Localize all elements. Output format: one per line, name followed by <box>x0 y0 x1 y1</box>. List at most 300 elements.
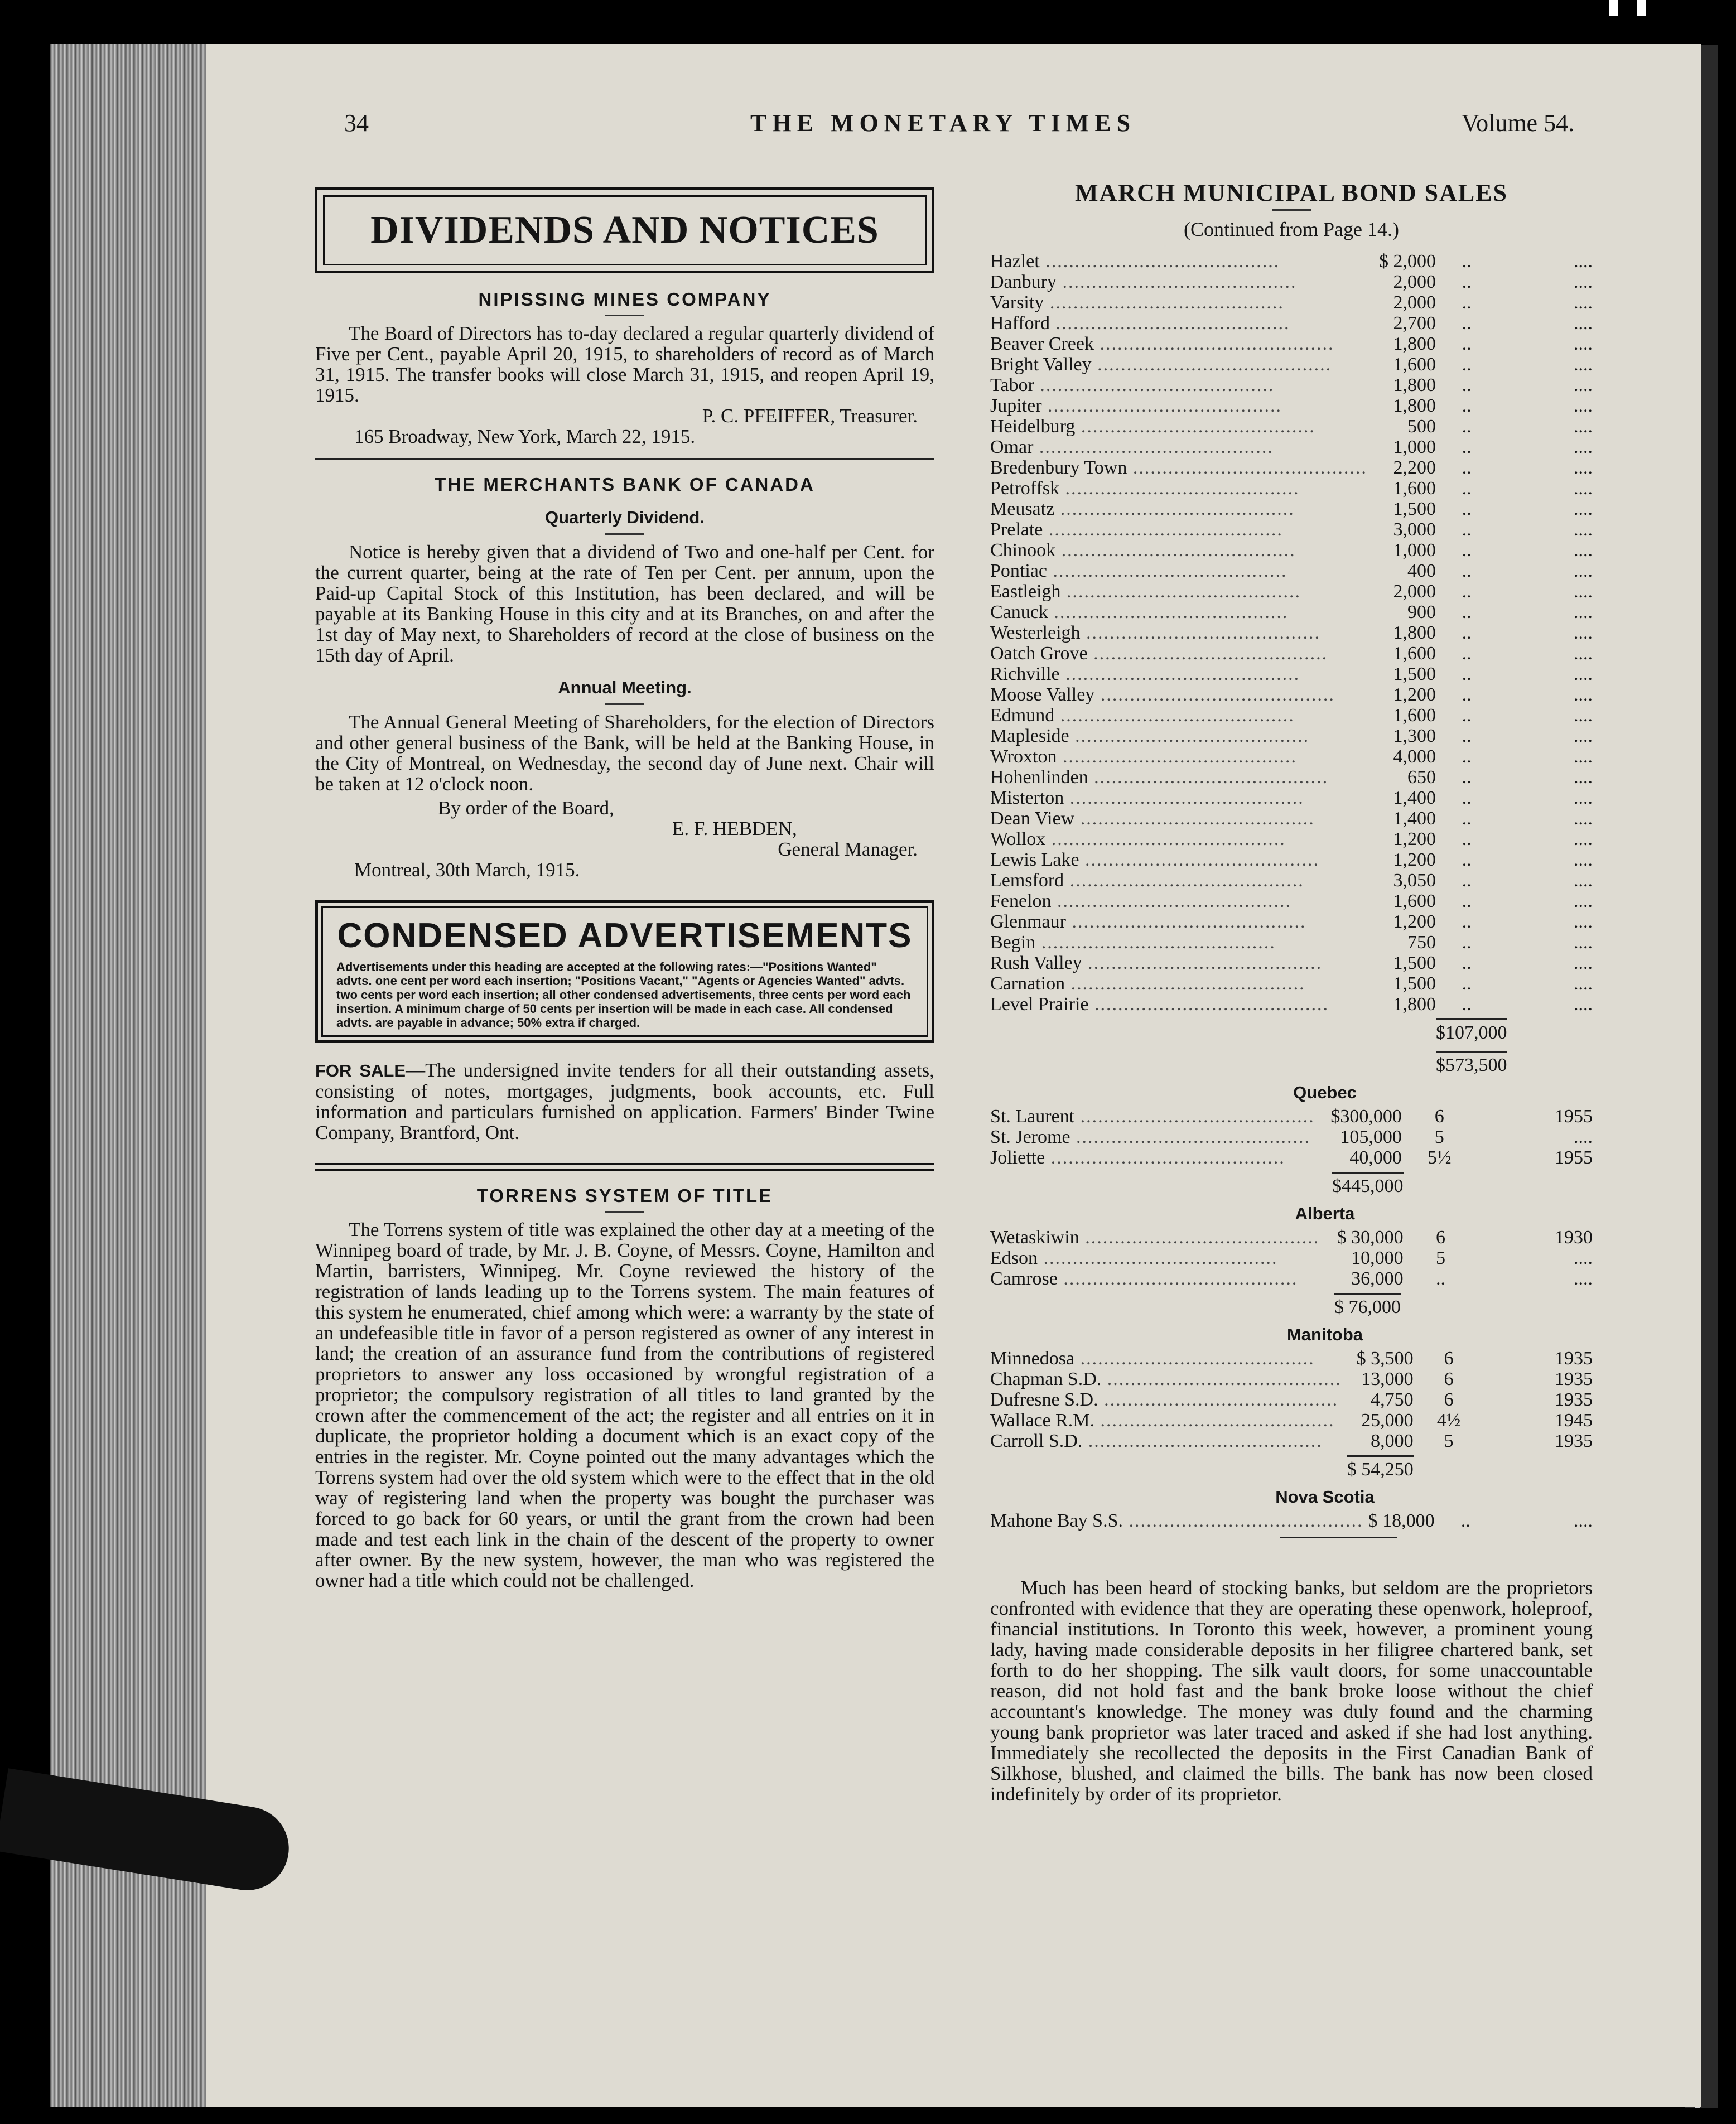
bond-maturity: .... <box>1574 953 1593 973</box>
bond-maturity: .... <box>1574 788 1593 808</box>
bond-rate: .. <box>1462 375 1472 395</box>
province-quebec: Quebec <box>1293 1083 1357 1102</box>
bond-row <box>990 808 1593 829</box>
saskatchewan-subtotal: $107,000 <box>1436 1018 1507 1043</box>
bond-amount: $300,000 <box>1330 1106 1402 1127</box>
torrens-body: The Torrens system of title was explained the other day at a meeting of the Winnipeg board of trade, by Mr. J. B. Coyne, of Messrs. Coyne, Hamilton and Martin, barristers, Winnipeg. Mr. Coyne reviewed the history of the registration of lands leading up to the Torrens system. The main features of this system he enumerated, chief among which were: a warranty by the state of an undefeasible title in favor of a person registered as owner of any interest in land; the creation of an assurance fund from the contributions of registered proprietors to answer any loss occasioned by wrongful registration of a proprietor; the compulsory registration of all titles to land granted by the crown after the commencement of the act; the register and all entries on it in duplicate, the proprietor holding a document which is an exact copy of the entries in the register. Mr. Coyne pointed out the many advantages which the Torrens system had over the old system which were to the effect that in the old way of registering land when the property was bought the purchaser was forced to go back for 60 years, or until the grant from the crown had been made and test each link in the chain of the descent of the property to owner after owner. By the new system, however, the man who was registered the owner had a title which could not be challenged. <box>315 1219 934 1591</box>
leader-dots: ........................................ <box>1033 437 1274 457</box>
bond-maturity: .... <box>1574 622 1593 643</box>
bond-row <box>990 334 1593 354</box>
bond-amount: 400 <box>1407 561 1436 581</box>
leader-dots: ........................................ <box>1088 767 1329 788</box>
bond-row <box>990 1369 1593 1389</box>
bond-rate: .. <box>1462 911 1472 932</box>
bond-amount: 900 <box>1407 602 1436 622</box>
bond-rate: .. <box>1462 684 1472 705</box>
right-column <box>990 178 1593 1804</box>
bond-municipality: Danbury <box>990 272 1057 292</box>
bond-municipality: Varsity <box>990 292 1044 313</box>
bond-row <box>990 602 1593 622</box>
bond-row <box>990 416 1593 437</box>
bond-municipality: Beaver Creek <box>990 334 1094 354</box>
bond-amount: 750 <box>1407 932 1436 953</box>
leader-dots: ........................................ <box>1075 416 1315 437</box>
bond-maturity: .... <box>1574 664 1593 684</box>
bond-row <box>990 478 1593 499</box>
bond-municipality: Wallace R.M. <box>990 1410 1095 1431</box>
leader-dots: ........................................ <box>1093 334 1334 354</box>
bond-municipality: Moose Valley <box>990 684 1095 705</box>
bond-municipality: Hazlet <box>990 251 1040 272</box>
bond-rate: .. <box>1462 994 1472 1015</box>
bond-municipality: Jupiter <box>990 395 1042 416</box>
bond-maturity: .... <box>1574 1268 1593 1289</box>
bond-maturity: 1935 <box>1555 1369 1593 1389</box>
bond-maturity: 1935 <box>1555 1348 1593 1369</box>
leader-dots: ........................................ <box>1074 808 1315 829</box>
bond-rate: .. <box>1462 499 1472 519</box>
bond-municipality: Petroffsk <box>990 478 1060 499</box>
leader-dots: ........................................ <box>1039 251 1280 272</box>
bond-rate: .. <box>1435 1268 1445 1289</box>
bond-amount: 1,600 <box>1393 643 1436 664</box>
leader-dots: ........................................ <box>1088 994 1329 1015</box>
section-rule <box>1280 1537 1397 1538</box>
bond-amount: 650 <box>1407 767 1436 788</box>
quebec-bond-table <box>990 1106 1593 1200</box>
bond-municipality: St. Jerome <box>990 1127 1070 1147</box>
bond-row <box>990 1227 1593 1248</box>
leader-dots: ........................................ <box>1044 292 1284 313</box>
bond-municipality: Bright Valley <box>990 354 1092 375</box>
quebec-total: $445,000 <box>1332 1172 1404 1196</box>
bond-amount: 8,000 <box>1371 1431 1414 1451</box>
alberta-total: $ 76,000 <box>1334 1293 1401 1317</box>
bond-amount: 1,400 <box>1393 788 1436 808</box>
bond-rate: .. <box>1462 292 1472 313</box>
bond-rate: .. <box>1462 313 1472 334</box>
bond-row <box>990 251 1593 272</box>
leader-dots: ........................................ <box>1043 519 1283 540</box>
bond-municipality: Wroxton <box>990 746 1057 767</box>
section-banner-title: DIVIDENDS AND NOTICES <box>323 195 927 266</box>
stocking-banks-body: Much has been heard of stocking banks, but seldom are the proprietors confronted with evidence that they are operating these openwork, holeproof, financial institutions. In Toronto this week, however, a prominent young lady, having made considerable deposits in her filigree chartered bank, set forth to do her shopping. The silk vault doors, for some unaccountable reason, did not hold fast and the bank broke loose without the chief accountant's knowledge. The money was duly found and the charming young bank proprietor was later traced and asked if she had lost anything. Immediately she recollected the deposits in the First Canadian Bank of Silkhose, blushed, and claimed the bills. The bank has now been closed indefinitely by order of its proprietor. <box>990 1577 1593 1805</box>
bond-municipality: Begin <box>990 932 1036 953</box>
merchants-heading: THE MERCHANTS BANK OF CANADA <box>435 474 815 495</box>
bond-maturity: .... <box>1574 499 1593 519</box>
bond-amount: 1,600 <box>1393 478 1436 499</box>
scan-registration-marks <box>1609 0 1676 17</box>
bond-row <box>990 1431 1593 1451</box>
bond-amount: $ 3,500 <box>1356 1348 1414 1369</box>
leader-dots: ........................................ <box>1054 705 1295 726</box>
leader-dots: ........................................ <box>1045 829 1286 849</box>
leader-dots: ........................................ <box>1034 375 1275 395</box>
leader-dots: ........................................ <box>1047 561 1287 581</box>
manitoba-total: $ 54,250 <box>1347 1455 1414 1480</box>
bond-maturity: .... <box>1574 808 1593 829</box>
leader-dots: ........................................ <box>1050 313 1290 334</box>
bond-row <box>990 911 1593 932</box>
volume-label: Volume 54. <box>1462 109 1575 137</box>
bond-sales-subtitle: (Continued from Page 14.) <box>1184 218 1399 240</box>
bond-amount: 2,000 <box>1393 581 1436 602</box>
bond-rate: .. <box>1462 870 1472 891</box>
bond-row <box>990 354 1593 375</box>
left-column <box>315 184 934 1591</box>
bond-maturity: .... <box>1574 1127 1593 1147</box>
bond-sales-title: MARCH MUNICIPAL BOND SALES <box>1074 179 1508 206</box>
bond-amount: 1,800 <box>1393 334 1436 354</box>
bond-municipality: Camrose <box>990 1268 1058 1289</box>
double-rule <box>315 1163 934 1171</box>
bond-maturity: .... <box>1574 581 1593 602</box>
bond-maturity: .... <box>1574 313 1593 334</box>
bond-maturity: .... <box>1574 416 1593 437</box>
bond-rate: .. <box>1462 561 1472 581</box>
bond-municipality: Prelate <box>990 519 1043 540</box>
bond-rate: 6 <box>1444 1369 1454 1389</box>
bond-amount: 1,800 <box>1393 395 1436 416</box>
bond-amount: 1,500 <box>1393 973 1436 994</box>
bond-amount: 1,200 <box>1393 911 1436 932</box>
bond-maturity: .... <box>1574 272 1593 292</box>
bond-amount: $ 30,000 <box>1337 1227 1404 1248</box>
bond-maturity: .... <box>1574 891 1593 911</box>
bond-municipality: Dufresne S.D. <box>990 1389 1098 1410</box>
bond-municipality: St. Laurent <box>990 1106 1075 1127</box>
bond-municipality: Level Prairie <box>990 994 1089 1015</box>
bond-row <box>990 292 1593 313</box>
bond-maturity: .... <box>1574 478 1593 499</box>
bond-row <box>990 540 1593 561</box>
bond-maturity: .... <box>1574 870 1593 891</box>
torrens-heading: TORRENS SYSTEM OF TITLE <box>476 1185 773 1206</box>
divider <box>605 703 644 705</box>
merchants-place-date: Montreal, 30th March, 1915. <box>354 859 580 881</box>
bond-municipality: Eastleigh <box>990 581 1061 602</box>
merchants-subheading-meeting: Annual Meeting. <box>558 678 692 697</box>
bond-amount: 1,500 <box>1393 953 1436 973</box>
condensed-ads-rates: Advertisements under this heading are accepted at the following rates:—"Positions Wanted" advts. one cent per word each insertion; "Positions Vacant," "Agents or Agencies Wanted" advts. two cents per word each insertion; all other condensed advertisements, three cents per word each insertion. A minimum charge of 50 cents per insertion will be made in each case. All condensed advts. are payable in advance; 50% extra if charged. <box>336 960 911 1030</box>
bond-maturity: .... <box>1574 726 1593 746</box>
bond-maturity: .... <box>1574 561 1593 581</box>
bond-row <box>990 684 1593 705</box>
bond-amount: 2,000 <box>1393 292 1436 313</box>
nipissing-signature: P. C. PFEIFFER, Treasurer. <box>702 405 918 427</box>
bond-rate: 5 <box>1435 1248 1445 1268</box>
bond-amount: 1,600 <box>1393 705 1436 726</box>
bond-municipality: Edson <box>990 1248 1038 1268</box>
bond-municipality: Misterton <box>990 788 1064 808</box>
bond-amount: $ 18,000 <box>1368 1510 1435 1531</box>
bond-municipality: Chapman S.D. <box>990 1369 1102 1389</box>
bond-municipality: Tabor <box>990 375 1034 395</box>
bond-maturity: .... <box>1574 684 1593 705</box>
bond-row <box>990 1106 1593 1127</box>
bond-rate: .. <box>1462 705 1472 726</box>
bond-row <box>990 767 1593 788</box>
leader-dots: ........................................ <box>1056 272 1297 292</box>
bond-row <box>990 1127 1593 1147</box>
condensed-ads-box <box>315 900 934 1043</box>
bond-municipality: Heidelburg <box>990 416 1076 437</box>
bond-rate: .. <box>1462 643 1472 664</box>
bond-amount: 1,600 <box>1393 891 1436 911</box>
bond-row <box>990 395 1593 416</box>
bond-maturity: .... <box>1574 1510 1593 1531</box>
bond-maturity: 1930 <box>1555 1227 1593 1248</box>
bond-rate: .. <box>1462 849 1472 870</box>
bond-rate: .. <box>1462 602 1472 622</box>
bond-amount: 1,500 <box>1393 499 1436 519</box>
bond-amount: 4,000 <box>1393 746 1436 767</box>
section-banner <box>315 187 934 273</box>
bond-row <box>990 664 1593 684</box>
bond-municipality: Glenmaur <box>990 911 1066 932</box>
bond-row <box>990 1348 1593 1369</box>
bond-municipality: Bredenbury Town <box>990 457 1127 478</box>
grand-total: $573,500 <box>1436 1051 1507 1075</box>
bond-rate: .. <box>1462 540 1472 561</box>
bond-municipality: Wetaskiwin <box>990 1227 1079 1248</box>
leader-dots: ........................................ <box>1048 602 1289 622</box>
bond-maturity: .... <box>1574 395 1593 416</box>
bond-row <box>990 1389 1593 1410</box>
bond-row <box>990 375 1593 395</box>
bond-row <box>990 643 1593 664</box>
bond-row <box>990 891 1593 911</box>
bond-rate: .. <box>1462 519 1472 540</box>
bond-amount: 10,000 <box>1351 1248 1404 1268</box>
merchants-subheading-dividend: Quarterly Dividend. <box>545 508 705 527</box>
bond-maturity: .... <box>1574 1248 1593 1268</box>
bond-rate: .. <box>1462 808 1472 829</box>
bond-maturity: .... <box>1574 602 1593 622</box>
bond-rate: .. <box>1462 953 1472 973</box>
bond-rate: .. <box>1462 788 1472 808</box>
bond-rate: .. <box>1460 1510 1470 1531</box>
bond-row <box>990 499 1593 519</box>
bond-rate: 6 <box>1444 1389 1454 1410</box>
bond-row <box>990 705 1593 726</box>
bond-municipality: Fenelon <box>990 891 1052 911</box>
bond-rate: 5 <box>1444 1431 1454 1451</box>
bond-rate: .. <box>1462 829 1472 849</box>
bond-rate: .. <box>1462 354 1472 375</box>
bond-rate: .. <box>1462 457 1472 478</box>
bond-amount: 1,500 <box>1393 664 1436 684</box>
bond-maturity: .... <box>1574 705 1593 726</box>
bond-municipality: Wollox <box>990 829 1046 849</box>
bond-row <box>990 746 1593 767</box>
leader-dots: ........................................ <box>1101 1369 1342 1389</box>
bond-row <box>990 1268 1593 1289</box>
bond-amount: 1,200 <box>1393 684 1436 705</box>
bond-municipality: Richville <box>990 664 1060 684</box>
bond-amount: 3,000 <box>1393 519 1436 540</box>
bond-municipality: Hohenlinden <box>990 767 1088 788</box>
bond-amount: 40,000 <box>1349 1147 1402 1168</box>
bond-row <box>990 581 1593 602</box>
bond-rate: 5½ <box>1427 1147 1452 1168</box>
leader-dots: ........................................ <box>1057 746 1297 767</box>
bond-rate: .. <box>1462 622 1472 643</box>
leader-dots: ........................................ <box>1074 1348 1315 1369</box>
bond-row <box>990 1510 1593 1531</box>
bond-maturity: .... <box>1574 911 1593 932</box>
condensed-ads-title: CONDENSED ADVERTISEMENTS <box>337 916 913 955</box>
bond-row <box>990 437 1593 457</box>
bond-row <box>990 1248 1593 1268</box>
bond-maturity: 1955 <box>1555 1106 1593 1127</box>
province-nova-scotia: Nova Scotia <box>1275 1487 1375 1507</box>
nipissing-heading: NIPISSING MINES COMPANY <box>478 289 771 310</box>
bond-amount: 105,000 <box>1340 1127 1402 1147</box>
bond-municipality: Mapleside <box>990 726 1069 746</box>
leader-dots: ........................................ <box>1064 870 1304 891</box>
leader-dots: ........................................ <box>1087 643 1328 664</box>
stocking-banks-item <box>990 1577 1593 1804</box>
leader-dots: ........................................ <box>1059 664 1300 684</box>
bond-amount: 1,000 <box>1393 540 1436 561</box>
leader-dots: ........................................ <box>1041 395 1282 416</box>
leader-dots: ........................................ <box>1079 1227 1320 1248</box>
leader-dots: ........................................ <box>1035 932 1276 953</box>
bond-maturity: 1945 <box>1555 1410 1593 1431</box>
bond-amount: 2,000 <box>1393 272 1436 292</box>
bond-maturity: 1935 <box>1555 1389 1593 1410</box>
bond-row <box>990 849 1593 870</box>
merchants-meeting-body: The Annual General Meeting of Shareholders, for the election of Directors and other general business of the Bank, will be held at the Banking House, in the City of Montreal, on Wednesday, the second day of June next. Chair will be taken at 12 o'clock noon. <box>315 711 934 795</box>
leader-dots: ........................................ <box>1123 1510 1363 1531</box>
bond-amount: 500 <box>1407 416 1436 437</box>
divider <box>1272 209 1311 211</box>
bond-municipality: Mahone Bay S.S. <box>990 1510 1123 1531</box>
bond-row <box>990 953 1593 973</box>
page-number: 34 <box>344 109 369 137</box>
grand-total-row <box>990 1047 1593 1079</box>
bond-amount: 2,700 <box>1393 313 1436 334</box>
leader-dots: ........................................ <box>1038 1248 1278 1268</box>
section-rule <box>315 458 934 460</box>
bond-maturity: .... <box>1574 829 1593 849</box>
for-sale-body: —The undersigned invite tenders for all their outstanding assets, consisting of notes, mortgages, judgments, book accounts, etc. Full information and particulars furnished on application. Farmers' Binder Twine Company, Brantford, Ont. <box>315 1059 934 1143</box>
bond-rate: .. <box>1462 973 1472 994</box>
bond-row <box>990 272 1593 292</box>
bond-rate: 4½ <box>1436 1410 1461 1431</box>
bond-amount: 1,800 <box>1393 994 1436 1015</box>
bond-row <box>990 313 1593 334</box>
bond-municipality: Edmund <box>990 705 1055 726</box>
bond-amount: 25,000 <box>1361 1410 1414 1431</box>
leader-dots: ........................................ <box>1065 973 1305 994</box>
bond-amount: 1,200 <box>1393 849 1436 870</box>
leader-dots: ........................................ <box>1082 1431 1323 1451</box>
merchants-order: By order of the Board, <box>438 797 614 819</box>
bond-municipality: Pontiac <box>990 561 1047 581</box>
bond-row <box>990 788 1593 808</box>
bond-rate: .. <box>1462 272 1472 292</box>
bond-row <box>990 622 1593 643</box>
bond-rate: 6 <box>1435 1227 1445 1248</box>
manitoba-bond-table <box>990 1348 1593 1484</box>
bond-maturity: .... <box>1574 457 1593 478</box>
bond-row <box>990 561 1593 581</box>
bond-rate: .. <box>1462 437 1472 457</box>
bond-row <box>990 932 1593 953</box>
nipissing-address: 165 Broadway, New York, March 22, 1915. <box>354 426 696 447</box>
bond-maturity: .... <box>1574 437 1593 457</box>
leader-dots: ........................................ <box>1054 499 1295 519</box>
bond-row <box>990 994 1593 1015</box>
bond-amount: 1,400 <box>1393 808 1436 829</box>
bond-row <box>990 519 1593 540</box>
leader-dots: ........................................ <box>1127 457 1367 478</box>
leader-dots: ........................................ <box>1057 1268 1298 1289</box>
province-manitoba: Manitoba <box>1286 1325 1363 1344</box>
bond-rate: 6 <box>1444 1348 1454 1369</box>
bond-municipality: Rush Valley <box>990 953 1082 973</box>
leader-dots: ........................................ <box>1074 1106 1315 1127</box>
bond-municipality: Oatch Grove <box>990 643 1088 664</box>
bond-maturity: .... <box>1574 643 1593 664</box>
for-sale-notice <box>315 1060 934 1143</box>
for-sale-lead: FOR SALE <box>315 1061 406 1080</box>
bond-maturity: .... <box>1574 334 1593 354</box>
leader-dots: ........................................ <box>1082 953 1323 973</box>
leader-dots: ........................................ <box>1079 849 1320 870</box>
bond-municipality: Dean View <box>990 808 1075 829</box>
bond-maturity: .... <box>1574 292 1593 313</box>
bond-amount: $ 2,000 <box>1379 251 1436 272</box>
bond-rate: .. <box>1462 251 1472 272</box>
bond-row <box>990 726 1593 746</box>
bond-amount: 2,200 <box>1393 457 1436 478</box>
bond-rate: .. <box>1462 581 1472 602</box>
bond-row <box>990 457 1593 478</box>
bond-municipality: Hafford <box>990 313 1050 334</box>
saskatchewan-bond-table <box>990 251 1593 1079</box>
bond-rate: .. <box>1462 726 1472 746</box>
bond-amount: 1,800 <box>1393 622 1436 643</box>
bond-municipality: Chinook <box>990 540 1056 561</box>
leader-dots: ........................................ <box>1069 726 1310 746</box>
bond-amount: 1,000 <box>1393 437 1436 457</box>
bond-municipality: Canuck <box>990 602 1048 622</box>
bond-maturity: .... <box>1574 767 1593 788</box>
bond-maturity: .... <box>1574 354 1593 375</box>
leader-dots: ........................................ <box>1080 622 1321 643</box>
bond-maturity: .... <box>1574 932 1593 953</box>
merchants-signatory: E. F. HEBDEN, <box>672 818 797 839</box>
leader-dots: ........................................ <box>1091 354 1332 375</box>
bond-amount: 4,750 <box>1371 1389 1414 1410</box>
merchants-dividend-body: Notice is hereby given that a dividend of Two and one-half per Cent. for the current quarter, being at the rate of Ten per Cent. per annum, upon the Paid-up Capital Stock of this Institution, has been declared, and will be payable at its Banking House in this city and at its Branches, on and after the 1st day of May next, to Shareholders of record at the close of business on the 15th day of April. <box>315 541 934 666</box>
bond-row <box>990 1147 1593 1168</box>
bond-municipality: Lemsford <box>990 870 1064 891</box>
bond-maturity: .... <box>1574 849 1593 870</box>
bond-maturity: 1955 <box>1555 1147 1593 1168</box>
bond-amount: 1,600 <box>1393 354 1436 375</box>
nipissing-body: The Board of Directors has to-day declared a regular quarterly dividend of Five per Cent., payable April 20, 1915, to shareholders of record as of March 31, 1915. The transfer books will close March 31, 1915, and reopen April 19, 1915. <box>315 322 934 406</box>
bond-municipality: Westerleigh <box>990 622 1081 643</box>
bond-rate: .. <box>1462 334 1472 354</box>
bond-amount: 1,300 <box>1393 726 1436 746</box>
divider <box>605 1211 644 1213</box>
bond-maturity: .... <box>1574 519 1593 540</box>
bond-municipality: Meusatz <box>990 499 1055 519</box>
